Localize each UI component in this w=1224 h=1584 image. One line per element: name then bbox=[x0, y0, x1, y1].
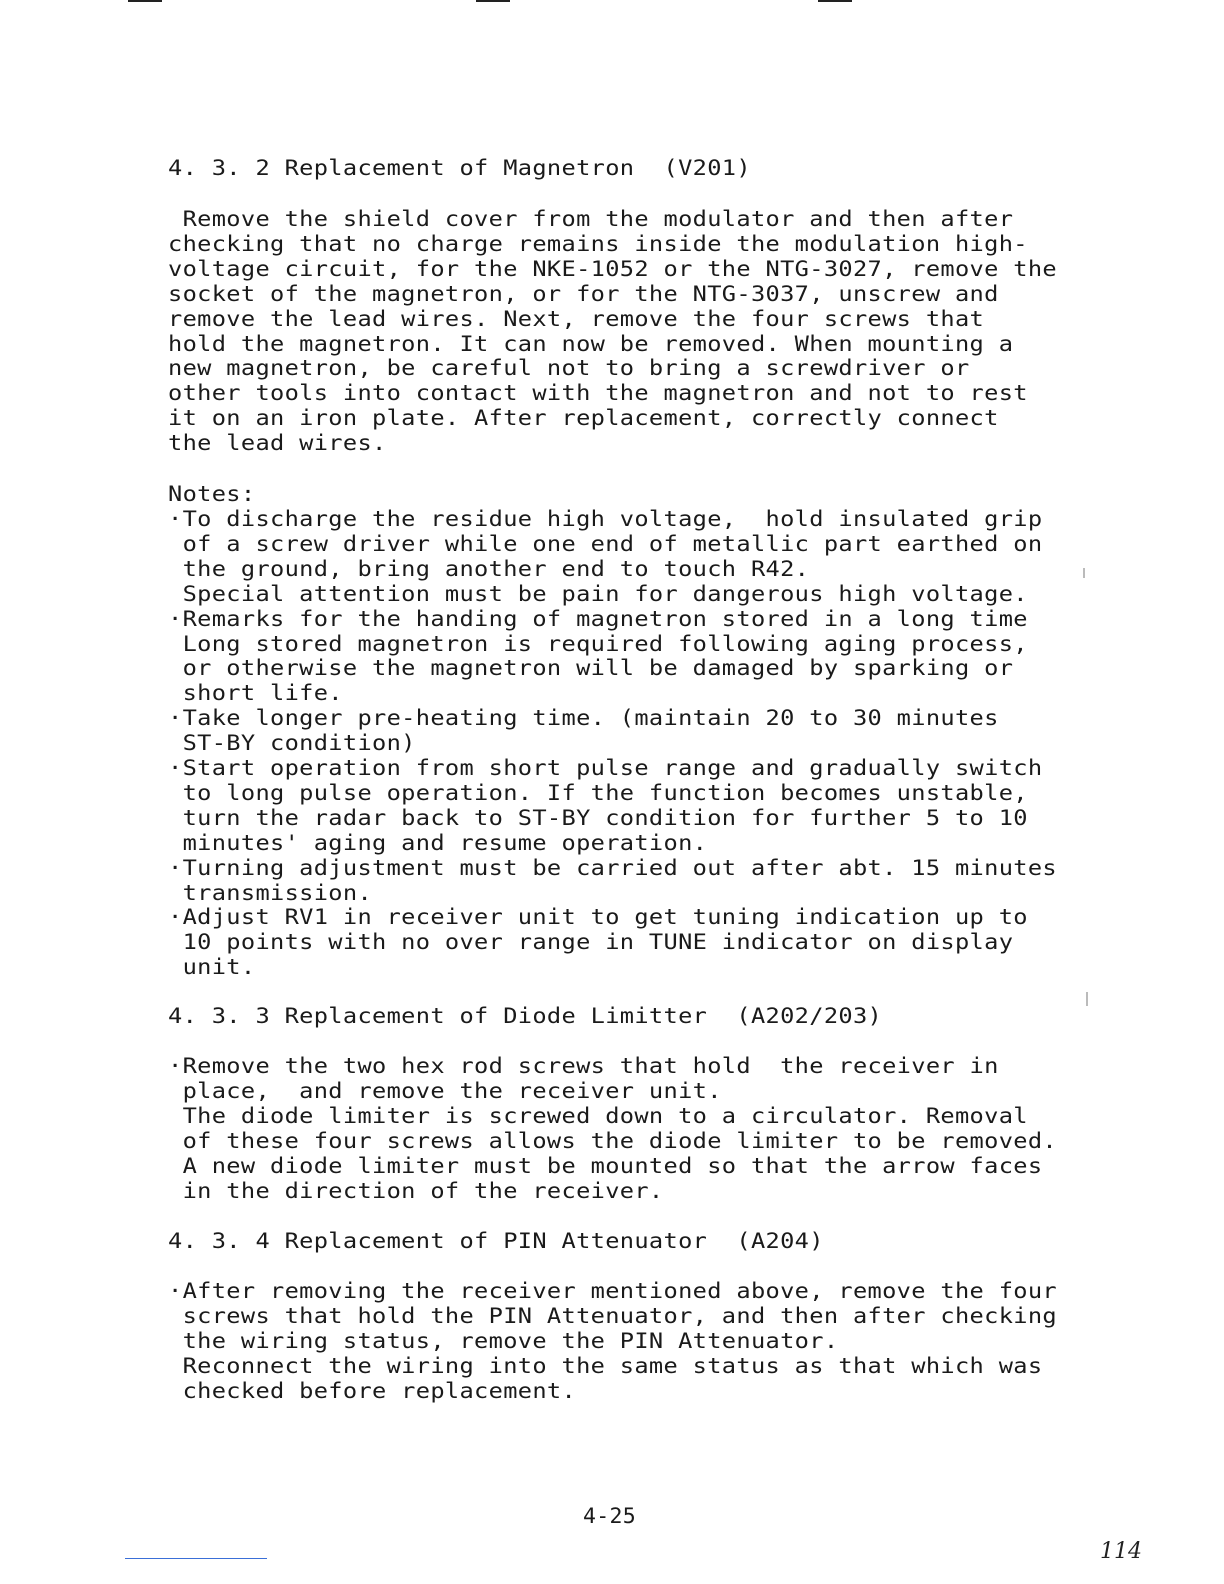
scan-speck bbox=[1086, 992, 1088, 1006]
footer-rule bbox=[125, 1558, 267, 1559]
scan-speck bbox=[1083, 568, 1085, 578]
paragraph-line: socket of the magnetron, or for the NTG-3037, unscrew and bbox=[168, 281, 999, 307]
note-line: or otherwise the magnetron will be damaged by sparking or bbox=[168, 656, 1014, 682]
scan-mark bbox=[128, 0, 162, 2]
section-heading: 4. 3. 3 Replacement of Diode Limitter (A202/203) bbox=[168, 1004, 883, 1029]
note-line: transmission. bbox=[168, 880, 373, 906]
bullet-line: checked before replacement. bbox=[168, 1378, 577, 1404]
section-heading: 4. 3. 4 Replacement of PIN Attenuator (A204) bbox=[168, 1229, 824, 1254]
paragraph-line: other tools into contact with the magnetron and not to rest bbox=[168, 381, 1028, 407]
note-line: the ground, bring another end to touch R42. bbox=[168, 556, 810, 582]
bullet-line: Reconnect the wiring into the same status as that which was bbox=[168, 1353, 1043, 1379]
section-heading: 4. 3. 2 Replacement of Magnetron (V201) bbox=[168, 156, 751, 181]
handwritten-page-number: 114 bbox=[1100, 1539, 1142, 1564]
note-line: 10 points with no over range in TUNE indicator on display bbox=[168, 930, 1014, 956]
page-number: 4-25 bbox=[583, 1504, 636, 1529]
bullet-line: ·After removing the receiver mentioned above, remove the four bbox=[168, 1279, 1057, 1304]
paragraph-line: checking that no charge remains inside the modulation high- bbox=[168, 231, 1028, 257]
scan-mark bbox=[476, 0, 510, 2]
note-line: ·Take longer pre-heating time. (maintain 20 to 30 minutes bbox=[168, 706, 999, 732]
note-line: unit. bbox=[168, 955, 256, 981]
paragraph-line: voltage circuit, for the NKE-1052 or the NTG-3027, remove the bbox=[168, 256, 1057, 282]
paragraph-line: Remove the shield cover from the modulator and then after bbox=[168, 207, 1014, 232]
note-line: short life. bbox=[168, 681, 343, 707]
note-line: ·Adjust RV1 in receiver unit to get tuning indication up to bbox=[168, 905, 1028, 931]
bullet-line: in the direction of the receiver. bbox=[168, 1178, 664, 1204]
note-line: Special attention must be pain for dangerous high voltage. bbox=[168, 581, 1028, 607]
bullet-line: A new diode limiter must be mounted so that the arrow faces bbox=[168, 1153, 1043, 1179]
bullet-line: screws that hold the PIN Attenuator, and then after checking bbox=[168, 1303, 1057, 1329]
note-line: to long pulse operation. If the function becomes unstable, bbox=[168, 780, 1028, 806]
paragraph-line: remove the lead wires. Next, remove the four screws that bbox=[168, 306, 985, 332]
paragraph-line: hold the magnetron. It can now be removed. When mounting a bbox=[168, 331, 1014, 357]
bullet-line: of these four screws allows the diode limiter to be removed. bbox=[168, 1128, 1057, 1154]
paragraph-line: the lead wires. bbox=[168, 431, 387, 457]
note-line: ·Start operation from short pulse range and gradually switch bbox=[168, 756, 1043, 781]
note-line: ·Turning adjustment must be carried out after abt. 15 minutes bbox=[168, 855, 1057, 881]
bullet-line: the wiring status, remove the PIN Attenuator. bbox=[168, 1328, 839, 1354]
note-line: Long stored magnetron is required following aging process, bbox=[168, 631, 1028, 657]
note-line: ·To discharge the residue high voltage, hold insulated grip bbox=[168, 507, 1043, 532]
note-line: minutes' aging and resume operation. bbox=[168, 830, 708, 856]
paragraph-line: it on an iron plate. After replacement, correctly connect bbox=[168, 406, 999, 432]
note-line: of a screw driver while one end of metallic part earthed on bbox=[168, 531, 1043, 557]
bullet-line: place, and remove the receiver unit. bbox=[168, 1078, 722, 1104]
notes-label: Notes: bbox=[168, 482, 256, 507]
note-line: ·Remarks for the handing of magnetron stored in a long time bbox=[168, 606, 1028, 632]
bullet-line: The diode limiter is screwed down to a circulator. Removal bbox=[168, 1103, 1028, 1129]
paragraph-line: new magnetron, be careful not to bring a screwdriver or bbox=[168, 356, 970, 382]
note-line: ST-BY condition) bbox=[168, 731, 416, 757]
scan-mark bbox=[818, 0, 852, 2]
bullet-line: ·Remove the two hex rod screws that hold the receiver in bbox=[168, 1054, 999, 1079]
note-line: turn the radar back to ST-BY condition for further 5 to 10 bbox=[168, 805, 1028, 831]
